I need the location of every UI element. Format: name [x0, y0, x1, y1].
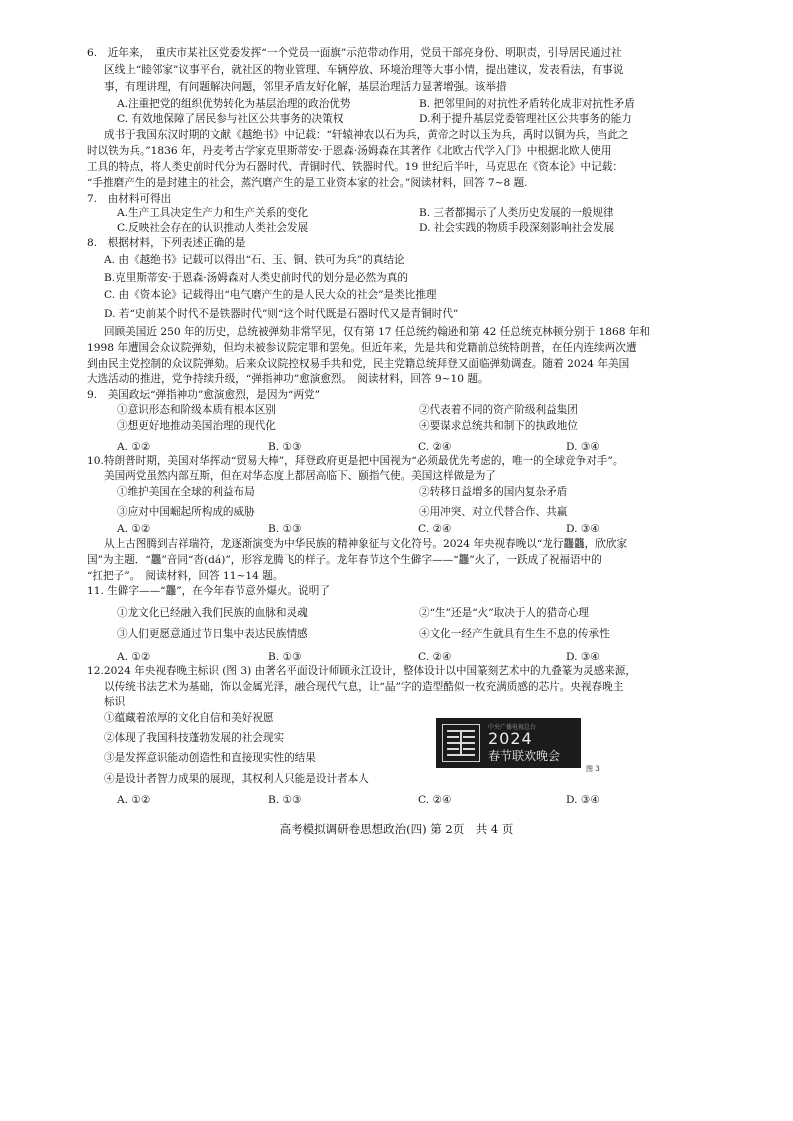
q6-option-b: B. 把邻里间的对抗性矛盾转化成非对抗性矛盾: [419, 98, 635, 110]
q12-stem-line-3: 标识: [104, 696, 126, 708]
q6-stem-line-1: 6. 近年来， 重庆市某社区党委发挥“一个党员一面旗”示范带动作用，党员干部亮身份、明职责，引导居民通过社: [87, 47, 622, 59]
material-9-10-line-4: 大选活动的推进，党争持续升级，“弹指神功”愈演愈烈。 阅读材料，回答 9~10 题。: [87, 373, 489, 385]
q12-option-a: A. ①②: [117, 794, 151, 806]
material-7-8-line-1: 成书于我国东汉时期的文献《越绝书》中记载：“轩辕神农以石为兵，黄帝之时以玉为兵，禹时以铜为兵，当此之: [104, 129, 629, 141]
q10-item-1: ①维护美国在全球的利益布局: [117, 486, 255, 498]
page-footer: 高考模拟调研卷思想政治(四) 第 2页 共 4 页: [279, 822, 514, 836]
q11-option-d: D. ③④: [566, 651, 600, 663]
q12-option-d: D. ③④: [566, 794, 600, 806]
material-9-10-line-3: 到由民主党控制的众议院弹劾。后来众议院控权易手共和党，民主党籍总统拜登又面临弹劾调查。随着 2024 年美国: [87, 358, 630, 370]
q10-option-c: C. ②④: [418, 523, 452, 535]
q12-item-4: ④是设计者智力成果的展现，其权利人只能是设计者本人: [104, 773, 369, 785]
q11-option-b: B. ①③: [268, 651, 302, 663]
q10-item-3: ③应对中国崛起所构成的威胁: [117, 506, 255, 518]
q7-option-c: C.反映社会存在的认识推动人类社会发展: [117, 222, 309, 234]
q6-option-a: A.注重把党的组织优势转化为基层治理的政治优势: [117, 98, 351, 110]
seal-script-emblem: [442, 724, 480, 762]
q10-item-2: ②转移日益增多的国内复杂矛盾: [419, 486, 568, 498]
q9-item-1: ①意识形态和阶级本质有根本区别: [117, 404, 276, 416]
q7-option-d: D. 社会实践的物质手段深刻影响社会发展: [419, 222, 614, 234]
material-9-10-line-1: 回顾美国近 250 年的历史，总统被弹劾非常罕见，仅有第 17 任总统约翰逊和第 42 任总统克林顿分别于 1868 年和: [104, 326, 651, 338]
material-7-8-line-2: 时以铁为兵。”1836 年，丹麦考古学家克里斯蒂安·于恩森·汤姆森在其著作《北欧古代学入门》中根据北欧人使用: [87, 145, 612, 157]
q11-option-a: A. ①②: [117, 651, 151, 663]
q8-option-b: B.克里斯蒂安·于恩森·汤姆森对人类史前时代的划分是必然为真的: [104, 272, 408, 284]
q12-stem-line-2: 以传统书法艺术为基础，饰以金属光泽，融合现代气息，让“晶”字的造型酷似一枚充满质感的芯片。央视春晚主: [104, 681, 624, 693]
q6-option-d: D.利于提升基层党委管理社区公共事务的能力: [419, 113, 632, 125]
q10-option-d: D. ③④: [566, 523, 600, 535]
gala-logo-figure: [436, 718, 581, 768]
q10-option-b: B. ①③: [268, 523, 302, 535]
q9-stem: 9. 美国政坛“弹指神功”愈演愈烈，是因为“两党”: [87, 389, 321, 401]
q11-option-c: C. ②④: [418, 651, 452, 663]
q9-item-2: ②代表着不同的资产阶级利益集团: [419, 404, 578, 416]
q9-option-b: B. ①③: [268, 441, 302, 453]
material-11-14-line-3: “扛把子”。 阅读材料，回答 11~14 题。: [87, 570, 284, 582]
q9-option-c: C. ②④: [418, 441, 452, 453]
q8-option-c: C. 由《资本论》记载得出“电气磨产生的是人民大众的社会”是类比推理: [104, 289, 437, 301]
q7-stem: 7. 由材料可得出: [87, 193, 172, 205]
q9-item-3: ③想更好地推动美国治理的现代化: [117, 420, 276, 432]
q12-item-2: ②体现了我国科技蓬勃发展的社会现实: [104, 732, 285, 744]
logo-title-text: 春节联欢晚会: [488, 749, 561, 763]
q6-option-c: C. 有效地保障了居民参与社区公共事务的决策权: [117, 113, 344, 125]
q11-stem: 11. 生僻字——“龘”，在今年春节意外爆火。说明了: [87, 585, 330, 597]
q11-item-4: ④文化一经产生就具有生生不息的传承性: [419, 628, 610, 640]
q11-item-2: ②“生”还是“火”取决于人的猎奇心理: [419, 607, 589, 619]
q10-option-a: A. ①②: [117, 523, 151, 535]
material-9-10-line-2: 1998 年遭国会众议院弹劾，但均未被参议院定罪和罢免。但近年来，先是共和党籍前总统特朗普，在任内连续两次遭: [87, 342, 637, 354]
material-7-8-line-3: 工具的特点，将人类史前时代分为石器时代、青铜时代、铁器时代。19 世纪后半叶，马克思在《资本论》中记载：: [87, 161, 623, 173]
q11-item-3: ③人们更愿意通过节日集中表达民族情感: [117, 628, 308, 640]
q9-option-d: D. ③④: [566, 441, 600, 453]
q10-stem-line-1: 10.特朗普时期，美国对华挥动“贸易大棒”，拜登政府更是把中国视为“必须最优先考虑的，唯一的全球竞争对手”。: [87, 455, 624, 467]
q12-item-1: ①蕴藏着浓厚的文化自信和美好祝愿: [104, 712, 274, 724]
material-11-14-line-1: 从上古图腾到吉祥瑞符，龙逐渐演变为中华民族的精神象征与文化符号。2024 年央视春晚以“龙行龘龘，欣欣家: [104, 538, 628, 550]
q7-option-b: B. 三者都揭示了人类历史发展的一般规律: [419, 207, 614, 219]
logo-year-text: 2024: [488, 729, 533, 748]
q12-stem-line-1: 12.2024 年央视春晚主标识 (图 3) 由著名平面设计师顾永江设计，整体设计以中国篆刻艺术中的九叠篆为灵感来源，: [87, 665, 636, 677]
q8-option-d: D. 若“史前某个时代不是铁器时代”则“这个时代既是石器时代又是青铜时代”: [104, 308, 459, 320]
q8-stem: 8. 根据材料，下列表述正确的是: [87, 237, 246, 249]
q6-stem-line-3: 事，有理讲理，有问题解决问题，邻里矛盾友好化解，基层治理活力显著增强。该举措: [104, 81, 507, 93]
material-7-8-line-4: “手推磨产生的是封建主的社会，蒸汽磨产生的是工业资本家的社会。”阅读材料，回答 7~8 题.: [87, 177, 528, 189]
q12-option-b: B. ①③: [268, 794, 302, 806]
q11-item-1: ①龙文化已经融入我们民族的血脉和灵魂: [117, 607, 308, 619]
q6-stem-line-2: 区线上“睦邻家”议事平台，就社区的物业管理、车辆停放、环境治理等大事小情，提出建议，发表看法，有事说: [104, 64, 624, 76]
q12-option-c: C. ②④: [418, 794, 452, 806]
material-11-14-line-2: 国”为主题．“龘”音同“沓(dá)”，形容龙腾飞的样子。龙年春节这个生僻字——“龘”火了，一跃成了祝福语中的: [87, 554, 602, 566]
q9-option-a: A. ①②: [117, 441, 151, 453]
q10-item-4: ④用冲突、对立代替合作、共赢: [419, 506, 568, 518]
logo-broadcaster-text: 中央广播电视总台: [488, 724, 537, 731]
figure-caption: 图 3: [586, 765, 600, 773]
q9-item-4: ④要谋求总统共和制下的执政地位: [419, 420, 578, 432]
q7-option-a: A.生产工具决定生产力和生产关系的变化: [117, 207, 309, 219]
q10-stem-line-2: 美国两党虽然内部互斯，但在对华态度上都居高临下、颐指气使。美国这样做是为了: [104, 470, 496, 482]
q12-item-3: ③是发挥意识能动创造性和直接现实性的结果: [104, 752, 316, 764]
q8-option-a: A. 由《越绝书》记载可以得出“石、玉、铜、铁可为兵”的真结论: [104, 254, 405, 266]
